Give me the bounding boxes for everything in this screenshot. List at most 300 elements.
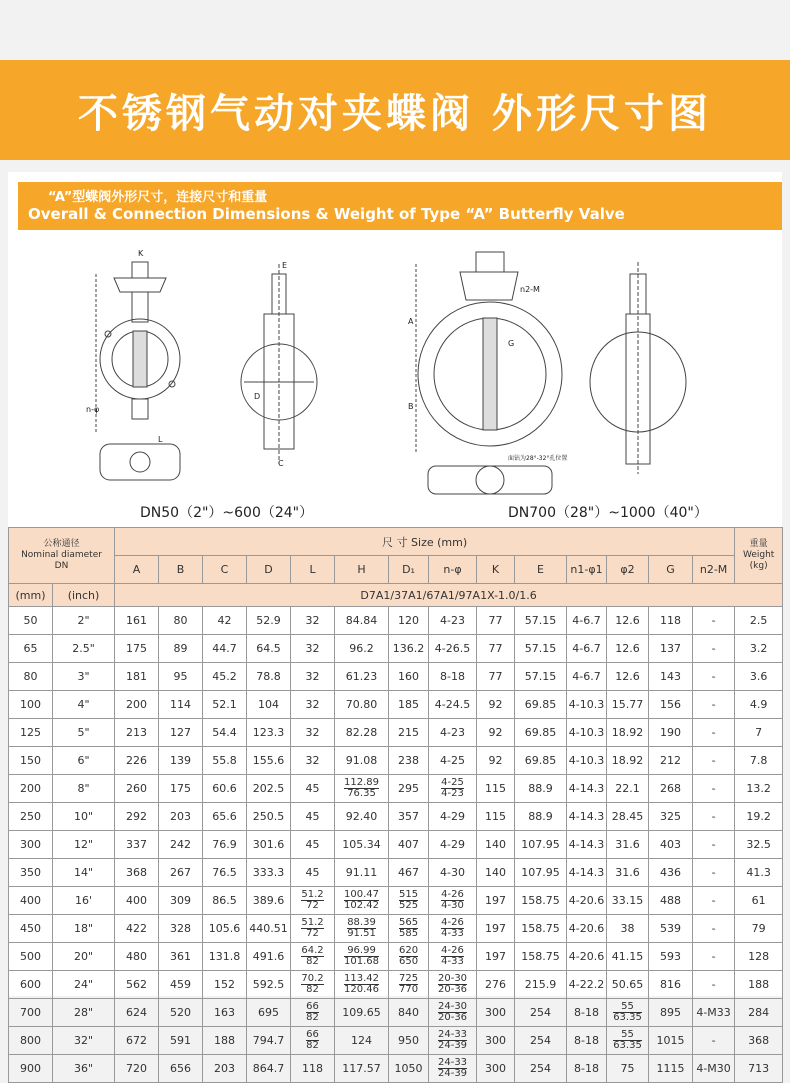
cell-D: 491.6 <box>247 943 291 971</box>
cell-B: 656 <box>159 1055 203 1083</box>
header-size: 尺 寸 Size (mm) <box>115 528 735 556</box>
cell-C: 54.4 <box>203 719 247 747</box>
cell-K: 77 <box>477 663 515 691</box>
stacked-value <box>347 918 376 939</box>
cell-D1: 295 <box>389 775 429 803</box>
cell-E: 158.75 <box>515 915 567 943</box>
subheader-cn: “A”型蝶阀外形尺寸，连接尺寸和重量 <box>48 190 268 205</box>
cell-n2M: - <box>693 607 735 635</box>
cell-K: 300 <box>477 1055 515 1083</box>
cell-n1: 4-10.3 <box>567 747 607 775</box>
cell-G: 143 <box>649 663 693 691</box>
label-l: L <box>158 435 163 444</box>
cell-n1: 4-6.7 <box>567 663 607 691</box>
cell-n2M: - <box>693 663 735 691</box>
cell-phi2: 31.6 <box>607 831 649 859</box>
label-k: K <box>138 249 144 258</box>
cell-G: 593 <box>649 943 693 971</box>
stacked-value <box>438 1058 467 1079</box>
cell-nphi <box>429 775 477 803</box>
cell-n2M: - <box>693 859 735 887</box>
cell-H: 105.34 <box>335 831 389 859</box>
caption-left: DN50（2"）~600（24"） <box>140 505 314 521</box>
cell-n1: 4-10.3 <box>567 719 607 747</box>
stacked-bottom: 650 <box>398 956 419 967</box>
cell-A: 672 <box>115 1027 159 1055</box>
stacked-value <box>441 918 464 939</box>
cell-B: 309 <box>159 887 203 915</box>
cell-D1 <box>389 915 429 943</box>
cell-K: 140 <box>477 831 515 859</box>
cell-w: 368 <box>735 1027 783 1055</box>
cell-B: 520 <box>159 999 203 1027</box>
cell-B: 591 <box>159 1027 203 1055</box>
col-header: D <box>247 556 291 584</box>
cell-phi2: 33.15 <box>607 887 649 915</box>
cell-A: 213 <box>115 719 159 747</box>
cell-mm: 50 <box>9 607 53 635</box>
header-row-3 <box>9 584 783 607</box>
cell-K: 197 <box>477 943 515 971</box>
cell-H: 91.11 <box>335 859 389 887</box>
cell-E: 69.85 <box>515 747 567 775</box>
cell-phi2: 50.65 <box>607 971 649 999</box>
cell-nphi: 4-30 <box>429 859 477 887</box>
stacked-top: 4-26 <box>441 917 464 928</box>
cell-n2M: - <box>693 887 735 915</box>
cell-K: 300 <box>477 999 515 1027</box>
cell-H: 84.84 <box>335 607 389 635</box>
col-header: D₁ <box>389 556 429 584</box>
cell-C: 203 <box>203 1055 247 1083</box>
stacked-value <box>441 946 464 967</box>
cell-D1: 120 <box>389 607 429 635</box>
cell-L: 32 <box>291 663 335 691</box>
subheader-bar <box>18 182 782 230</box>
label-g: G <box>508 339 515 348</box>
cell-H <box>335 943 389 971</box>
table-row <box>9 971 783 999</box>
cell-w: 128 <box>735 943 783 971</box>
cell-D1 <box>389 971 429 999</box>
stacked-top: 20-30 <box>437 973 468 984</box>
table-row <box>9 719 783 747</box>
cell-w: 713 <box>735 1055 783 1083</box>
stacked-bottom: 770 <box>398 984 419 995</box>
header-nominal-en: Nominal diameter <box>21 550 102 560</box>
cell-K: 140 <box>477 859 515 887</box>
cell-G: 539 <box>649 915 693 943</box>
cell-mm: 350 <box>9 859 53 887</box>
stacked-value <box>438 1002 467 1023</box>
cell-C: 65.6 <box>203 803 247 831</box>
cell-B: 267 <box>159 859 203 887</box>
col-header: L <box>291 556 335 584</box>
cell-n1: 4-14.3 <box>567 803 607 831</box>
technical-drawings <box>8 234 782 524</box>
header-weight-unit: (kg) <box>749 561 768 571</box>
cell-H: 70.80 <box>335 691 389 719</box>
cell-E: 215.9 <box>515 971 567 999</box>
cell-D: 389.6 <box>247 887 291 915</box>
cell-phi2: 15.77 <box>607 691 649 719</box>
cell-n1: 4-14.3 <box>567 775 607 803</box>
cell-B: 127 <box>159 719 203 747</box>
cell-A: 480 <box>115 943 159 971</box>
cell-mm: 800 <box>9 1027 53 1055</box>
cell-H: 61.23 <box>335 663 389 691</box>
cell-phi2: 75 <box>607 1055 649 1083</box>
stacked-bottom: 20-36 <box>437 1012 468 1023</box>
cell-L: 32 <box>291 747 335 775</box>
cell-A: 200 <box>115 691 159 719</box>
col-header: K <box>477 556 515 584</box>
cell-inch: 12" <box>53 831 115 859</box>
drawing-dn50-600-front <box>86 249 180 480</box>
cell-C: 76.5 <box>203 859 247 887</box>
stacked-bottom: 72 <box>306 928 319 939</box>
cell-n1: 4-6.7 <box>567 607 607 635</box>
cell-inch: 2" <box>53 607 115 635</box>
cell-K: 197 <box>477 887 515 915</box>
stacked-value <box>399 946 418 967</box>
cell-mm: 65 <box>9 635 53 663</box>
cell-nphi: 8-18 <box>429 663 477 691</box>
stacked-top: 24-30 <box>437 1001 468 1012</box>
stacked-bottom: 76.35 <box>347 788 376 799</box>
cell-n2M: - <box>693 803 735 831</box>
cell-nphi: 4-29 <box>429 831 477 859</box>
header-weight <box>735 528 783 584</box>
cell-B: 459 <box>159 971 203 999</box>
unit-inch: (inch) <box>53 584 115 607</box>
cell-D1: 160 <box>389 663 429 691</box>
cell-D: 864.7 <box>247 1055 291 1083</box>
cell-n2M: - <box>693 971 735 999</box>
cell-G: 325 <box>649 803 693 831</box>
cell-n2M: - <box>693 943 735 971</box>
cell-inch: 14" <box>53 859 115 887</box>
cell-B: 361 <box>159 943 203 971</box>
cell-L: 32 <box>291 691 335 719</box>
cell-K: 197 <box>477 915 515 943</box>
cell-nphi: 4-25 <box>429 747 477 775</box>
cell-D: 202.5 <box>247 775 291 803</box>
cell-K: 77 <box>477 635 515 663</box>
col-header: A <box>115 556 159 584</box>
cell-nphi <box>429 1027 477 1055</box>
cell-A: 624 <box>115 999 159 1027</box>
stacked-bottom: 24-39 <box>437 1068 468 1079</box>
col-header: B <box>159 556 203 584</box>
stacked-value <box>301 946 323 967</box>
cell-B: 139 <box>159 747 203 775</box>
cell-C: 131.8 <box>203 943 247 971</box>
cell-D1: 136.2 <box>389 635 429 663</box>
col-header: G <box>649 556 693 584</box>
cell-D: 301.6 <box>247 831 291 859</box>
cell-A: 226 <box>115 747 159 775</box>
cell-nphi: 4-24.5 <box>429 691 477 719</box>
cell-n2M: - <box>693 635 735 663</box>
stacked-top: 24-33 <box>437 1057 468 1068</box>
cell-mm: 200 <box>9 775 53 803</box>
caption-right: DN700（28"）~1000（40"） <box>508 505 708 521</box>
table-row <box>9 887 783 915</box>
cell-n1: 4-20.6 <box>567 887 607 915</box>
cell-E: 69.85 <box>515 691 567 719</box>
cell-D: 78.8 <box>247 663 291 691</box>
cell-mm: 125 <box>9 719 53 747</box>
cell-G: 1015 <box>649 1027 693 1055</box>
table-row <box>9 1055 783 1083</box>
cell-w: 32.5 <box>735 831 783 859</box>
col-header: C <box>203 556 247 584</box>
cell-n1: 8-18 <box>567 1055 607 1083</box>
cell-n1: 4-20.6 <box>567 915 607 943</box>
header-nominal-cn: 公称通径 <box>43 539 80 549</box>
cell-K: 92 <box>477 719 515 747</box>
label-note: 面钻为28°-32°孔位置 <box>508 455 568 462</box>
cell-mm: 450 <box>9 915 53 943</box>
stacked-bottom: 91.51 <box>347 928 376 939</box>
cell-phi2: 18.92 <box>607 719 649 747</box>
stacked-top: 565 <box>398 917 419 928</box>
cell-C: 52.1 <box>203 691 247 719</box>
cell-D: 52.9 <box>247 607 291 635</box>
table-row <box>9 859 783 887</box>
cell-inch: 5" <box>53 719 115 747</box>
cell-inch: 8" <box>53 775 115 803</box>
col-header: n-φ <box>429 556 477 584</box>
cell-B: 89 <box>159 635 203 663</box>
stacked-value <box>344 974 379 995</box>
stacked-top: 96.99 <box>344 946 379 957</box>
stacked-top: 88.39 <box>347 917 376 928</box>
cell-K: 276 <box>477 971 515 999</box>
stacked-value <box>613 1002 642 1023</box>
cell-H <box>335 915 389 943</box>
dimension-table <box>8 527 783 1083</box>
stacked-bottom: 63.35 <box>613 1012 642 1023</box>
cell-inch: 4" <box>53 691 115 719</box>
cell-nphi: 4-29 <box>429 803 477 831</box>
cell-D: 440.51 <box>247 915 291 943</box>
cell-n2M: - <box>693 719 735 747</box>
cell-n2M: - <box>693 1027 735 1055</box>
cell-L: 32 <box>291 607 335 635</box>
cell-w: 2.5 <box>735 607 783 635</box>
table-row <box>9 943 783 971</box>
cell-w: 41.3 <box>735 859 783 887</box>
cell-D1 <box>389 887 429 915</box>
title-banner <box>0 60 790 160</box>
header-nominal-dn: DN <box>54 561 69 571</box>
stacked-bottom: 4-33 <box>441 956 464 967</box>
cell-H: 109.65 <box>335 999 389 1027</box>
stacked-bottom: 72 <box>306 900 319 911</box>
stacked-bottom: 4-33 <box>441 928 464 939</box>
cell-H <box>335 971 389 999</box>
stacked-value <box>399 974 418 995</box>
cell-phi2: 18.92 <box>607 747 649 775</box>
stacked-bottom: 102.42 <box>344 900 380 911</box>
cell-C: 76.9 <box>203 831 247 859</box>
cell-A: 562 <box>115 971 159 999</box>
cell-n1: 4-14.3 <box>567 859 607 887</box>
cell-E: 88.9 <box>515 803 567 831</box>
stacked-bottom: 82 <box>306 984 319 995</box>
cell-C: 86.5 <box>203 887 247 915</box>
cell-w: 188 <box>735 971 783 999</box>
cell-D1: 950 <box>389 1027 429 1055</box>
stacked-value <box>344 946 379 967</box>
banner-title: 不锈钢气动对夹蝶阀 外形尺寸图 <box>78 91 712 137</box>
stacked-value <box>344 890 379 911</box>
cell-inch: 2.5" <box>53 635 115 663</box>
cell-A: 175 <box>115 635 159 663</box>
cell-H: 82.28 <box>335 719 389 747</box>
stacked-bottom: 120.46 <box>344 984 380 995</box>
cell-E: 254 <box>515 1055 567 1083</box>
cell-L: 118 <box>291 1055 335 1083</box>
cell-phi2 <box>607 1027 649 1055</box>
stacked-value <box>399 918 418 939</box>
cell-n2M: - <box>693 747 735 775</box>
cell-C: 45.2 <box>203 663 247 691</box>
cell-D: 64.5 <box>247 635 291 663</box>
cell-n2M: - <box>693 915 735 943</box>
cell-B: 203 <box>159 803 203 831</box>
cell-K: 92 <box>477 691 515 719</box>
cell-A: 260 <box>115 775 159 803</box>
label-c: C <box>278 459 284 468</box>
table-body <box>9 528 783 1083</box>
stacked-top: 70.2 <box>301 973 324 984</box>
cell-mm: 150 <box>9 747 53 775</box>
cell-w: 3.2 <box>735 635 783 663</box>
cell-D1: 185 <box>389 691 429 719</box>
cell-B: 80 <box>159 607 203 635</box>
cell-H: 117.57 <box>335 1055 389 1083</box>
cell-G: 156 <box>649 691 693 719</box>
cell-D1: 238 <box>389 747 429 775</box>
stacked-bottom: 525 <box>398 900 419 911</box>
cell-G: 212 <box>649 747 693 775</box>
cell-inch: 6" <box>53 747 115 775</box>
cell-w: 284 <box>735 999 783 1027</box>
stacked-top: 55 <box>613 1002 642 1013</box>
table-row <box>9 635 783 663</box>
cell-w: 79 <box>735 915 783 943</box>
cell-w: 4.9 <box>735 691 783 719</box>
stacked-top: 725 <box>398 973 419 984</box>
stacked-bottom: 585 <box>398 928 419 939</box>
cell-D1: 840 <box>389 999 429 1027</box>
cell-C: 105.6 <box>203 915 247 943</box>
stacked-top: 620 <box>398 945 419 956</box>
stacked-top: 66 <box>306 1029 319 1040</box>
cell-n2M: - <box>693 775 735 803</box>
cell-L: 45 <box>291 831 335 859</box>
cell-n2M: 4-M30 <box>693 1055 735 1083</box>
cell-inch: 3" <box>53 663 115 691</box>
cell-A: 400 <box>115 887 159 915</box>
cell-mm: 700 <box>9 999 53 1027</box>
cell-C: 55.8 <box>203 747 247 775</box>
cell-L: 45 <box>291 803 335 831</box>
cell-E: 158.75 <box>515 943 567 971</box>
cell-D: 155.6 <box>247 747 291 775</box>
cell-nphi <box>429 915 477 943</box>
cell-H: 96.2 <box>335 635 389 663</box>
cell-C: 44.7 <box>203 635 247 663</box>
cell-B: 175 <box>159 775 203 803</box>
cell-B: 114 <box>159 691 203 719</box>
drawing-dn700-1000-side <box>590 262 686 474</box>
stacked-top: 24-33 <box>437 1029 468 1040</box>
cell-mm: 500 <box>9 943 53 971</box>
table-row <box>9 803 783 831</box>
stacked-top: 112.89 <box>344 777 380 788</box>
cell-phi2: 41.15 <box>607 943 649 971</box>
cell-A: 181 <box>115 663 159 691</box>
stacked-value <box>301 890 323 911</box>
stacked-top: 66 <box>306 1001 319 1012</box>
cell-A: 720 <box>115 1055 159 1083</box>
stacked-top: 64.2 <box>301 945 324 956</box>
cell-D1: 357 <box>389 803 429 831</box>
stacked-bottom: 101.68 <box>344 956 380 967</box>
cell-K: 115 <box>477 803 515 831</box>
cell-L: 45 <box>291 775 335 803</box>
cell-n2M: - <box>693 831 735 859</box>
cell-mm: 100 <box>9 691 53 719</box>
cell-w: 19.2 <box>735 803 783 831</box>
cell-n1: 4-10.3 <box>567 691 607 719</box>
cell-E: 57.15 <box>515 663 567 691</box>
cell-G: 436 <box>649 859 693 887</box>
cell-phi2: 28.45 <box>607 803 649 831</box>
stacked-value <box>438 974 467 995</box>
cell-phi2: 22.1 <box>607 775 649 803</box>
cell-inch: 20" <box>53 943 115 971</box>
stacked-top: 51.2 <box>301 889 324 900</box>
cell-D1: 1050 <box>389 1055 429 1083</box>
stacked-top: 4-26 <box>441 945 464 956</box>
model-label: D7A1/37A1/67A1/97A1X-1.0/1.6 <box>115 584 783 607</box>
cell-nphi <box>429 943 477 971</box>
cell-n1: 4-20.6 <box>567 943 607 971</box>
cell-L: 32 <box>291 635 335 663</box>
col-header: H <box>335 556 389 584</box>
cell-n2M: 4-M33 <box>693 999 735 1027</box>
cell-n2M: - <box>693 691 735 719</box>
stacked-bottom: 63.35 <box>613 1040 642 1051</box>
drawing-dn50-600-side <box>241 261 317 468</box>
drawing-dn700-1000-front <box>408 252 567 494</box>
cell-w: 7.8 <box>735 747 783 775</box>
table-row <box>9 775 783 803</box>
cell-D1 <box>389 943 429 971</box>
cell-inch: 36" <box>53 1055 115 1083</box>
valve-drawings-svg <box>8 234 782 524</box>
cell-K: 115 <box>477 775 515 803</box>
header-weight-en: Weight <box>742 550 775 560</box>
cell-n1: 4-22.2 <box>567 971 607 999</box>
cell-L: 45 <box>291 859 335 887</box>
cell-D: 104 <box>247 691 291 719</box>
